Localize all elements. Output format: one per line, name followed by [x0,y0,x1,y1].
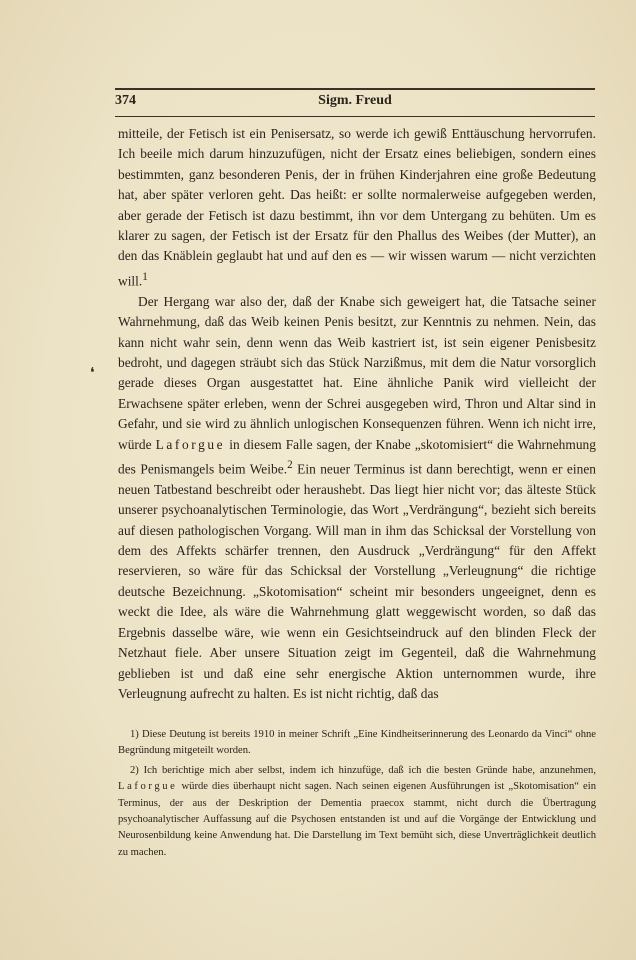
main-text [118,124,596,704]
paragraph-2-text-b: in diesem Falle sagen, der Knabe „skotomisiert“ die Wahrnehmung des Penismangels beim Weibe. [118,436,596,477]
header-divider [115,116,595,117]
running-title: Sigm. Freud [318,93,392,108]
footnote-1 [118,727,596,760]
footnotes [118,727,596,864]
author-name: Laforgue [155,436,226,452]
paragraph-2-text-a: Der Hergang war also der, daß der Knabe sich geweigert hat, die Tatsache seiner Wahrnehmung, daß das Weib keinen Penis besitzt, zur Kenntnis zu nehmen. Nein, das kann nicht wahr sein, denn wenn das Weib kastriert ist, ist sein eigener Penisbesitz bedroht, und dagegen sträubt sich das Stück Narzißmus, mit dem die Natur vorsorglich gerade dieses Organ ausgestattet hat. Eine ähnliche Panik wird vielleicht der Erwachsene später erleben, wenn der Schrei ausgegeben wird, Thron und Altar sind in Gefahr, und sie wird zu ähnlich unlogischen Konsequenzen führen. Wenn ich nicht irre, würde [118,293,596,452]
top-rule [115,88,595,90]
footnote-2-author: Laforgue [118,781,178,793]
footnote-ref-1: 1 [142,270,148,283]
page-number: 374 [115,93,136,108]
footnote-1-text: Diese Deutung ist bereits 1910 in meiner Schrift „Eine Kindheitserinnerung des Leonardo da Vinci“ ohne Begründung mitgeteilt worden. [118,729,596,757]
footnote-ref-2: 2 [287,458,293,471]
footnote-2-text-a: Ich berichtige mich aber selbst, indem ich hinzufüge, daß ich die besten Gründe habe, anzunehmen, [143,764,596,776]
footnote-2-marker: 2) [130,764,139,776]
paragraph-2 [118,292,596,705]
footnote-2-text-b: würde dies überhaupt nicht sagen. Nach seinen eigenen Ausführungen ist „Skotomisation“ ein Terminus, der aus der Deskription der Dementia praecox stammt, nicht durch die Übertragung psychoanalytischer Auffassung auf die Psychosen entstanden ist und auf die Vorgänge der Entwicklung und Neurosenbildung keine Anwendung hat. Die Darstellung im Text bemüht sich, diese Unverträglichkeit deutlich zu machen. [118,781,596,858]
footnote-2 [118,763,596,861]
footnote-1-marker: 1) [130,729,139,740]
margin-pencil-mark: ❛ [90,366,95,381]
paragraph-2-text-c: Ein neuer Terminus ist dann berechtigt, wenn er einen neuen Tatbestand beschreibt oder heraushebt. Das liegt hier nicht vor; das älteste Stück unserer psychoanalytischen Terminologie, das Wort „Verdrängung“, bezieht sich bereits auf diesen pathologischen Vorgang. Will man in ihm das Schicksal der Vorstellung von dem des Affekts schärfer trennen, den Ausdruck „Verdrängung“ für den Affekt reservieren, so wäre für das Schicksal der Vorstellung „Verleugnung“ die richtige deutsche Bezeichnung. „Skotomisation“ scheint mir besonders ungeeignet, denn es weckt die Idee, als wäre die Wahrnehmung glatt weggewischt worden, so daß das Ergebnis dasselbe wäre, wie wenn ein Gesichtseindruck auf den blinden Fleck der Netzhaut fiele. Aber unsere Situation zeigt im Gegenteil, daß die Wahrnehmung geblieben ist und daß eine sehr energische Aktion unternommen wurde, ihre Verleugnung aufrecht zu halten. Es ist nicht richtig, daß das [118,461,596,701]
paragraph-1-text: mitteile, der Fetisch ist ein Penisersatz, so werde ich gewiß Enttäuschung hervorrufen. Ich beeile mich darum hinzuzufügen, nicht der Ersatz eines beliebigen, sondern eines bestimmten, ganz besonderen Penis, der in frühen Kinderjahren eine große Bedeutung hat, aber später verloren geht. Das heißt: er sollte normalerweise aufgegeben werden, aber gerade der Fetisch ist dazu bestimmt, ihn vor dem Untergang zu behüten. Um es klarer zu sagen, der Fetisch ist der Ersatz für den Phallus des Weibes (der Mutter), an den das Knäblein geglaubt hat und auf den es — wir wissen warum — nicht verzichten will. [118,126,596,289]
paragraph-1 [118,124,596,292]
running-head [115,93,595,113]
